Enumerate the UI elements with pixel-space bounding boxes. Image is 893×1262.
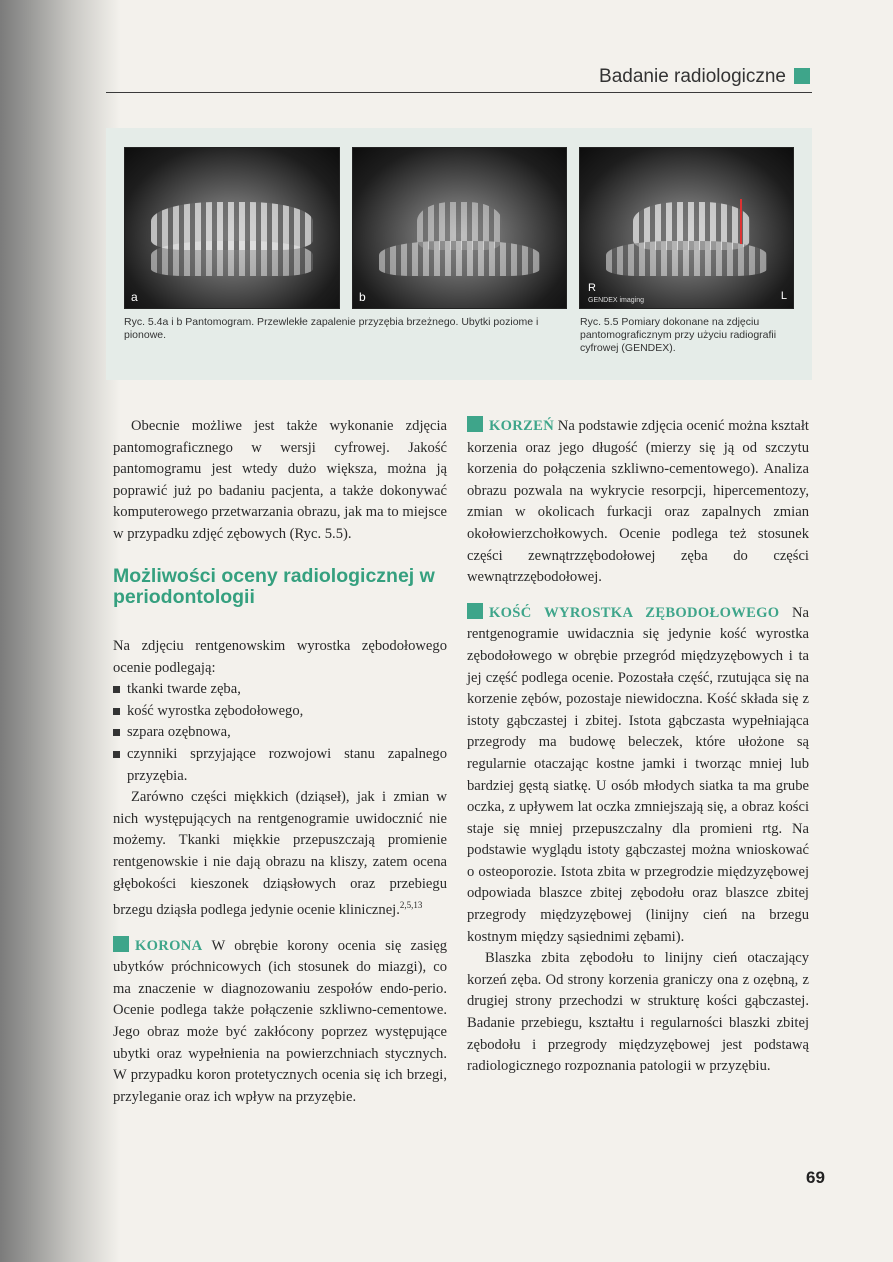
teeth-lower [151, 241, 314, 276]
section-marker-icon [113, 936, 129, 952]
image-label-b: b [359, 290, 366, 304]
korzen-keyword: KORZEŃ [489, 418, 555, 434]
lamina-dura-paragraph: Blaszka zbita zębodołu to linijny cień otaczający korzeń zęba. Od strony korzenia graniczy ona z ozębną, z drugiej strony przechodzi w strukturę kości gąbczastej. Badanie przebiegu, kształtu i regularności blaszki zbitej zębodołu i przegrody międzyzębowej jest podstawą radiologicznego rozpoznania patologii w przyzębiu. [467, 950, 809, 1075]
left-column-intro [113, 416, 447, 546]
xray-image-b [352, 147, 567, 309]
teeth-lower [379, 241, 541, 276]
image-label-a: a [131, 290, 138, 304]
reference-superscript: 2,5,13 [399, 900, 423, 911]
intro-paragraph: Obecnie możliwe jest także wykonanie zdjęcia pantomograficznego w wersji cyfrowej. Jakość pantomogramu jest wtedy dużo większa, można ją poprawić już po badaniu pacjenta, a także dokonywać komputerowego przetwarzania obrazu, jak ma to miejsce w przypadku zdjęć zębowych (Ryc. 5.5). [113, 418, 447, 542]
xray-image-gendex [579, 147, 794, 309]
list-item: czynniki sprzyjające rozwojowi stanu zapalnego przyzębia. [113, 744, 447, 787]
left-column-body [113, 636, 447, 1108]
korona-paragraph: KORONA W obrębie korony ocenia się zasięg ubytków próchnicowych (ich stosunek do miazgi), co ma znaczenie w diagnozowaniu zespołów endo-perio. Ocenie podlega także połączenie szkliwno-cementowe. Jego obraz może być zakłócony poprzez występujące ubytki oraz wypełnienia na powierzchniach stycznych. W przypadku koron protetycznych ocenia się ich brzegi, przyleganie oraz ich wpływ na przyzębie. [113, 937, 447, 1105]
list-item: tkanki twarde zęba, [113, 679, 447, 701]
section-marker-icon [467, 416, 483, 432]
page-number: 69 [806, 1168, 825, 1187]
caption-fig-5-4: Ryc. 5.4a i b Pantomogram. Przewlekłe zapalenie przyzębia brzeżnego. Ubytki poziome i pionowe. [124, 316, 539, 341]
running-header [106, 62, 812, 93]
assessment-list [113, 679, 447, 787]
caption-fig-5-5: Ryc. 5.5 Pomiary dokonane na zdjęciu pantomograficznym przy użyciu radiografii cyfrowej (GENDEX). [580, 316, 777, 354]
bullet-icon [113, 729, 120, 736]
list-intro: Na zdjęciu rentgenowskim wyrostka zębodołowego ocenie podlegają: [113, 638, 447, 676]
kosc-paragraph: KOŚĆ WYROSTKA ZĘBODOŁOWEGO Na rentgenogramie uwidacznia się jedynie kość wyrostka zębodołowego w obrębie przegród międzyzębowych i ta jej część podlega ocenie. Pozostała część, rzutująca się na korzenie zębów, pozostaje niewidoczna. Kość składa się z istoty gąbczastej i zbitej. Istota gąbczasta wypełniająca przegrody ma budowę beleczek, które ułożone są regularnie otaczając kostne jamki i tworząc mniej lub bardziej gęstą siatkę. U osób młodych siatka ta ma grube oczka, z upływem lat oczka zmniejszają się, a obraz kości staje się mniej przepuszczalny dla promieni rtg. Na podstawie wyglądu istoty gąbczastej można wnioskować o osteoporozie. Istota zbita w przegrodzie międzyzębowej odpowiada blaszce zbitej zębodołu oraz blaszce zbitej przegrody międzyzębowej (linijny cień na brzegu kostnym między sąsiednimi zębami). [467, 604, 809, 945]
gendex-logo: GENDEX imaging [588, 297, 645, 304]
image-side-label-right: R [588, 282, 596, 294]
korona-keyword: KORONA [135, 937, 203, 954]
xray-image-a [124, 147, 340, 309]
image-side-label-left: L [780, 290, 787, 302]
header-accent-square [794, 68, 810, 84]
section-heading: Możliwości oceny radiologicznej w periodontologii [113, 565, 435, 608]
kosc-keyword: KOŚĆ WYROSTKA ZĘBODOŁOWEGO [489, 604, 780, 621]
korzen-paragraph: KORZEŃ Na podstawie zdjęcia ocenić można kształt korzenia oraz jego długość (mierzy się ją od szczytu korzenia do połączenia szkliwno-cementowego). Analiza obrazu pozwala na wykrycie resorpcji, hipercementozy, zmian w okolicach furkacji oraz zapalnych zmian okołowierzchołkowych. Ocenie podlega też stosunek części zewnątrzzębodołowej zęba do części wewnątrzzębodołowej. [467, 418, 809, 586]
book-spine-shadow [0, 0, 120, 1262]
right-column [467, 416, 809, 1078]
running-header-title: Badanie radiologiczne [599, 66, 786, 87]
soft-tissue-paragraph: Zarówno części miękkich (dziąseł), jak i zmian w nich występujących na rentgenogramie uwidocznić nie możemy. Tkanki miękkie przepuszczają promienie rentgenowskie i nie dają obrazu na kliszy, zatem ocena głębokości kieszonek dziąsłowych oraz przebiegu brzegu dziąsła podlega jedynie ocenie klinicznej.$^{2,5,13}$ [113, 789, 447, 918]
bullet-icon [113, 686, 120, 693]
teeth-lower [606, 241, 768, 276]
measurement-line [740, 199, 742, 244]
list-item: szpara ozębnowa, [113, 722, 447, 744]
bullet-icon [113, 751, 120, 758]
list-item: kość wyrostka zębodołowego, [113, 701, 447, 723]
section-marker-icon [467, 603, 483, 619]
bullet-icon [113, 708, 120, 715]
